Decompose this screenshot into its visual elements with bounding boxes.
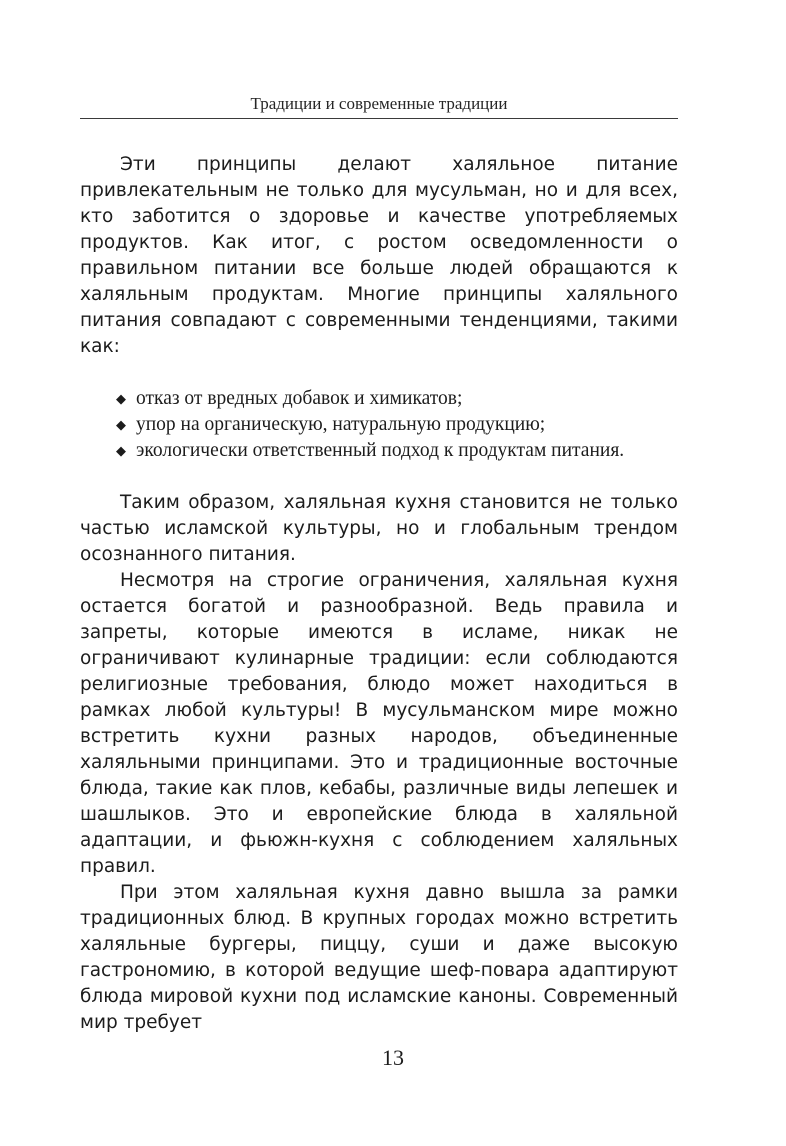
list-item-text: экологически ответственный подход к продуктам питания. [136,440,625,461]
list-item [80,412,678,438]
body-text [80,152,678,1036]
diamond-bullet-icon: ◆ [116,391,126,406]
list-item-text: отказ от вредных добавок и химикатов; [136,388,463,409]
diamond-bullet-icon: ◆ [116,443,126,458]
list-item [80,438,678,464]
list-item [80,386,678,412]
trend-list [80,386,678,464]
running-head: Традиции и современные традиции [250,94,508,113]
page-number: 13 [382,1045,404,1070]
header-rule [80,118,678,119]
list-item-text: упор на органическую, натуральную продукцию; [136,414,546,435]
diamond-bullet-icon: ◆ [116,417,126,432]
paragraph-modern-cuisine: При этом халяльная кухня давно вышла за рамки традиционных блюд. В крупных городах можно встретить халяльные бургеры, пиццу, суши и даже высокую гастрономию, в которой ведущие шеф-повара адаптируют блюда мировой кухни под исламские каноны. Современный мир требует [80,882,678,1033]
paragraph-conclusion: Таким образом, халяльная кухня становится не только частью исламской культуры, но и глобальным трендом осознанного питания. [80,492,678,565]
paragraph-diversity: Несмотря на строгие ограничения, халяльная кухня остается богатой и разнообразной. Ведь правила и запреты, которые имеются в исламе, никак не ограничивают кулинарные традиции: если соблюдаются религиозные требования, блюдо может находиться в рамках любой культуры! В мусульманском мире можно встретить кухни разных народов, объединенные халяльными принципами. Это и традиционные восточные блюда, такие как плов, кебабы, различные виды лепешек и шашлыков. Это и европейские блюда в халяльной адаптации, и фьюжн-кухня с соблюдением халяльных правил. [80,570,678,877]
paragraph-principles: Эти принципы делают халяльное питание привлекательным не только для мусульман, но и для всех, кто заботится о здоровье и качестве употребляемых продуктов. Как итог, с ростом осведомленности о правильном питании все больше людей обращаются к халяльным продуктам. Многие принципы халяльного питания совпадают с современными тенденциями, такими как: [80,154,678,357]
